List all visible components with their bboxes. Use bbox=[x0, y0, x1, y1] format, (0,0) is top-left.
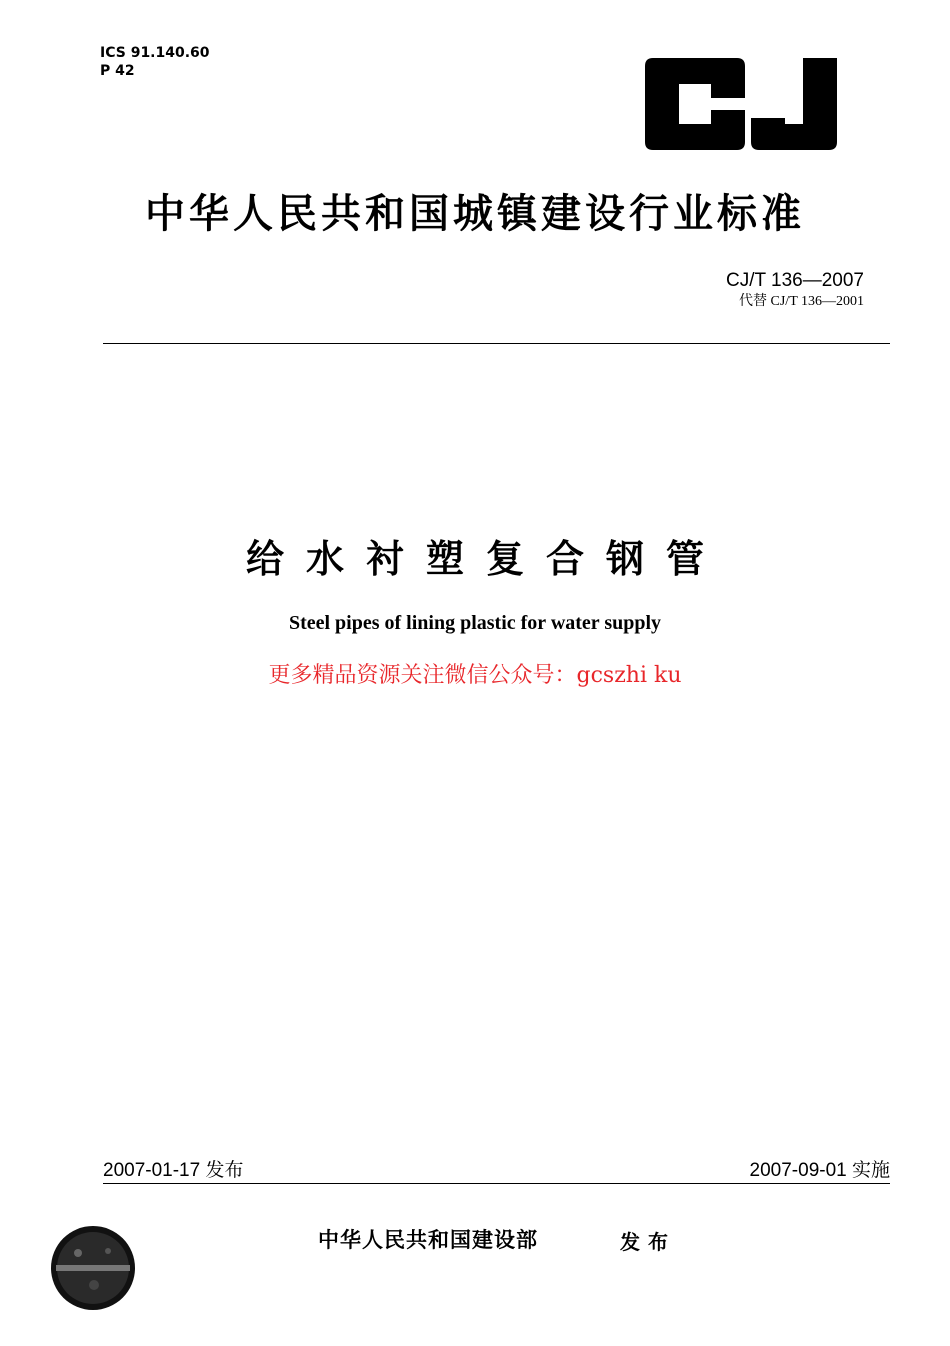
classification-codes bbox=[100, 44, 210, 80]
top-divider bbox=[103, 343, 890, 344]
replaced-standard: 代替 CJ/T 136—2001 bbox=[739, 294, 864, 309]
effective-date: 2007-09-01 实施 bbox=[749, 1160, 890, 1181]
bottom-divider bbox=[103, 1183, 890, 1184]
standard-number: CJ/T 136—2007 bbox=[725, 270, 864, 291]
publish-date: 2007-01-17 发布 bbox=[103, 1160, 244, 1181]
document-title-english: Steel pipes of lining plastic for water supply bbox=[288, 612, 662, 634]
cj-logo bbox=[645, 58, 837, 150]
publisher-name: 中华人民共和国建设部 bbox=[318, 1228, 538, 1252]
ics-code: ICS 91.140.60 bbox=[100, 45, 210, 61]
organization-title: 中华人民共和国城镇建设行业标准 bbox=[145, 191, 805, 237]
publish-label: 发布 bbox=[620, 1230, 676, 1254]
category-code: P 42 bbox=[100, 63, 135, 79]
promo-text: 更多精品资源关注微信公众号：gcszhi ku bbox=[268, 663, 682, 688]
document-title-chinese: 给水衬塑复合钢管 bbox=[245, 537, 726, 581]
official-seal-icon bbox=[50, 1225, 136, 1311]
